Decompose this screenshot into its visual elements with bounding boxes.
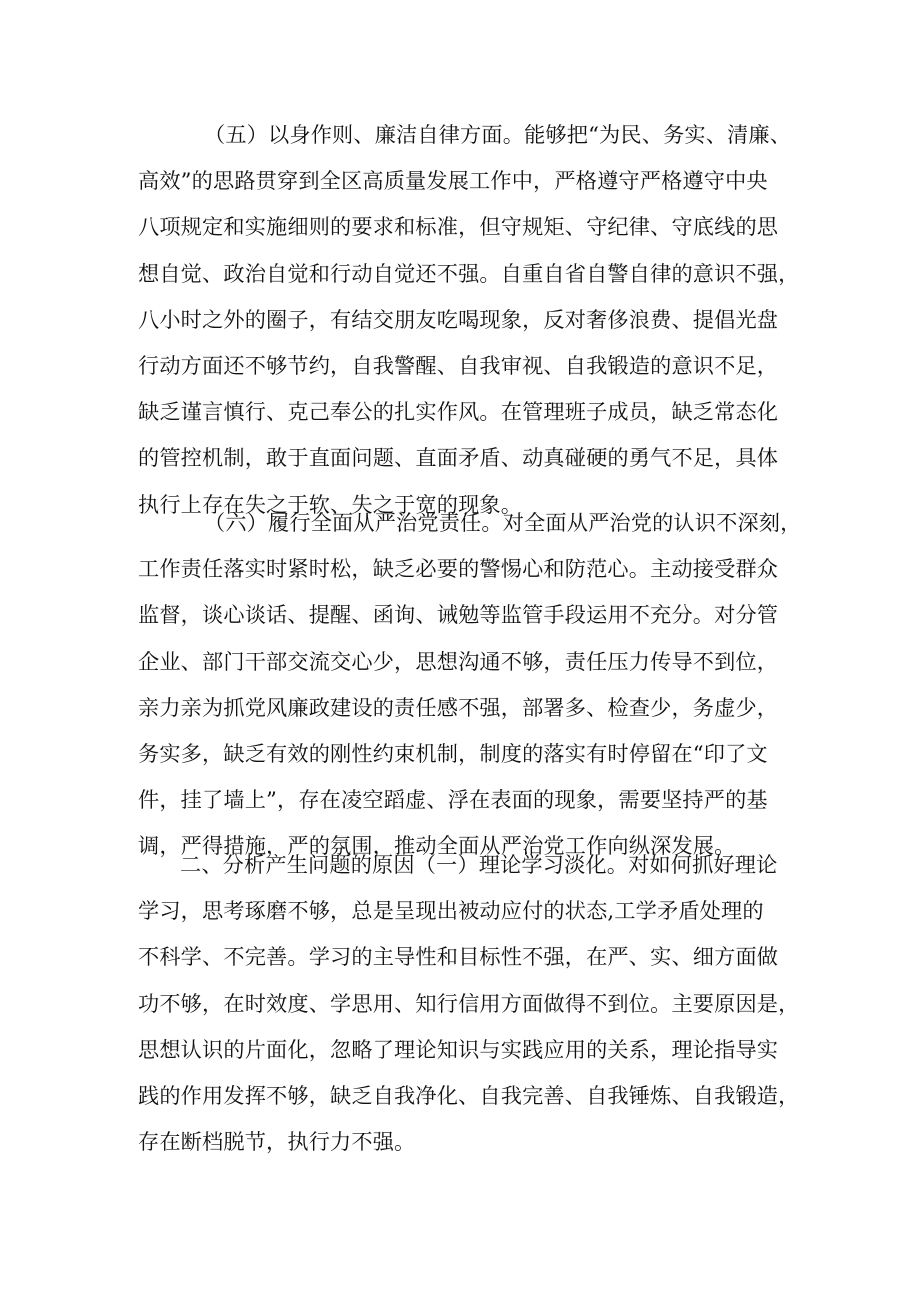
paragraph-5 [138, 112, 798, 528]
paragraph-line: 企业、部门干部交流交心少，思想沟通不够，责任压力传导不到位， [138, 648, 779, 674]
paragraph-line: 功不够，在时效度、学思用、知行信用方面做得不到位。主要原因是， [138, 990, 800, 1016]
paragraph-line: 调，严得措施，严的氛围，推动全面从严治党工作向纵深发展。 [138, 833, 736, 859]
paragraph-line: （五）以身作则、廉洁自律方面。能够把“为民、务实、清廉、 [204, 122, 792, 147]
paragraph-line: 监督，谈心谈话、提醒、函询、诫勉等监管手段运用不充分。对分管 [138, 602, 779, 628]
paragraph-line: 执行上存在失之于软、失之于宽的现象。 [138, 491, 523, 517]
paragraph-line: 高效”的思路贯穿到全区高质量发展工作中，严格遵守严格遵守中央 [138, 168, 768, 194]
paragraph-line: 的管控机制，敢于直面问题、直面矛盾、动真碰硬的勇气不足，具体 [138, 445, 779, 471]
paragraph-line: 思想认识的片面化，忽略了理论知识与实践应用的关系，理论指导实 [138, 1036, 779, 1062]
paragraph-line: 工作责任落实时紧时松，缺乏必要的警惕心和防范心。主动接受群众 [138, 556, 779, 582]
paragraph-6 [138, 500, 802, 870]
paragraph-line: 八小时之外的圈子，有结交朋友吃喝现象，反对奢侈浪费、提倡光盘 [138, 306, 779, 332]
paragraph-line: 务实多，缺乏有效的刚性约束机制，制度的落实有时停留在“印了文 [138, 740, 768, 766]
paragraph-line: 想自觉、政治自觉和行动自觉还不强。自重自省自警自律的意识不强， [138, 260, 800, 286]
section-2 [138, 842, 798, 1165]
paragraph-line: 亲力亲为抓党风廉政建设的责任感不强，部署多、检查少，务虚少， [138, 694, 779, 720]
paragraph-line: 八项规定和实施细则的要求和标准，但守规矩、守纪律、守底线的思 [138, 214, 779, 240]
paragraph-line: 践的作用发挥不够，缺乏自我净化、自我完善、自我锤炼、自我锻造， [138, 1082, 800, 1108]
section-heading-line: 二、分析产生问题的原因（一）理论学习淡化。对如何抓好理论 [180, 852, 778, 877]
paragraph-line: 行动方面还不够节约，自我警醒、自我审视、自我锻造的意识不足， [138, 352, 779, 378]
paragraph-line: （六）履行全面从严治党责任。对全面从严治党的认识不深刻， [204, 510, 802, 535]
paragraph-line: 存在断档脱节，执行力不强。 [138, 1129, 416, 1155]
paragraph-line: 不科学、不完善。学习的主导性和目标性不强，在严、实、细方面做 [138, 944, 779, 970]
paragraph-line: 缺乏谨言慎行、克己奉公的扎实作风。在管理班子成员，缺乏常态化 [138, 399, 779, 425]
paragraph-line: 件，挂了墙上”，存在凌空蹈虚、浮在表面的现象，需要坚持严的基 [138, 787, 768, 813]
paragraph-line: 学习，思考琢磨不够，总是呈现出被动应付的状态,工学矛盾处理的 [138, 898, 764, 924]
